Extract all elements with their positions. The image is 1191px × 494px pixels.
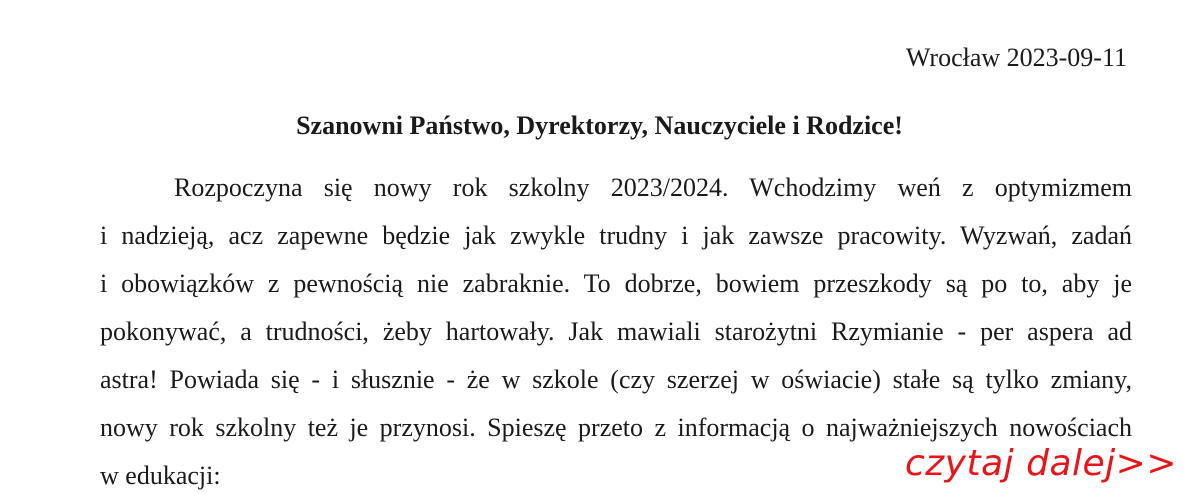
body-line: nowy rok szkolny też je przynosi. Spieszę przeto z informacją o najważniejszych nowościach <box>100 413 1132 442</box>
body-line: Rozpoczyna się nowy rok szkolny 2023/2024. Wchodzimy weń z optymizmem <box>174 173 1132 202</box>
letter-salutation: Szanowni Państwo, Dyrektorzy, Nauczyciele i Rodzice! <box>296 111 903 140</box>
body-line: pokonywać, a trudności, żeby hartowały. Jak mawiali starożytni Rzymianie - per aspera ad <box>100 317 1132 346</box>
body-line: i obowiązków z pewnością nie zabraknie. To dobrze, bowiem przeszkody są po to, aby je <box>100 269 1132 298</box>
body-line: astra! Powiada się - i słusznie - że w szkole (czy szerzej w oświacie) stałe są tylko zmiany, <box>100 365 1132 394</box>
read-more-link[interactable]: czytaj dalej>> <box>904 443 1177 484</box>
letter-date: Wrocław 2023-09-11 <box>905 43 1127 72</box>
body-line: i nadzieją, acz zapewne będzie jak zwykle trudny i jak zawsze pracowity. Wyzwań, zadań <box>100 221 1132 250</box>
body-line: w edukacji: <box>100 461 221 490</box>
